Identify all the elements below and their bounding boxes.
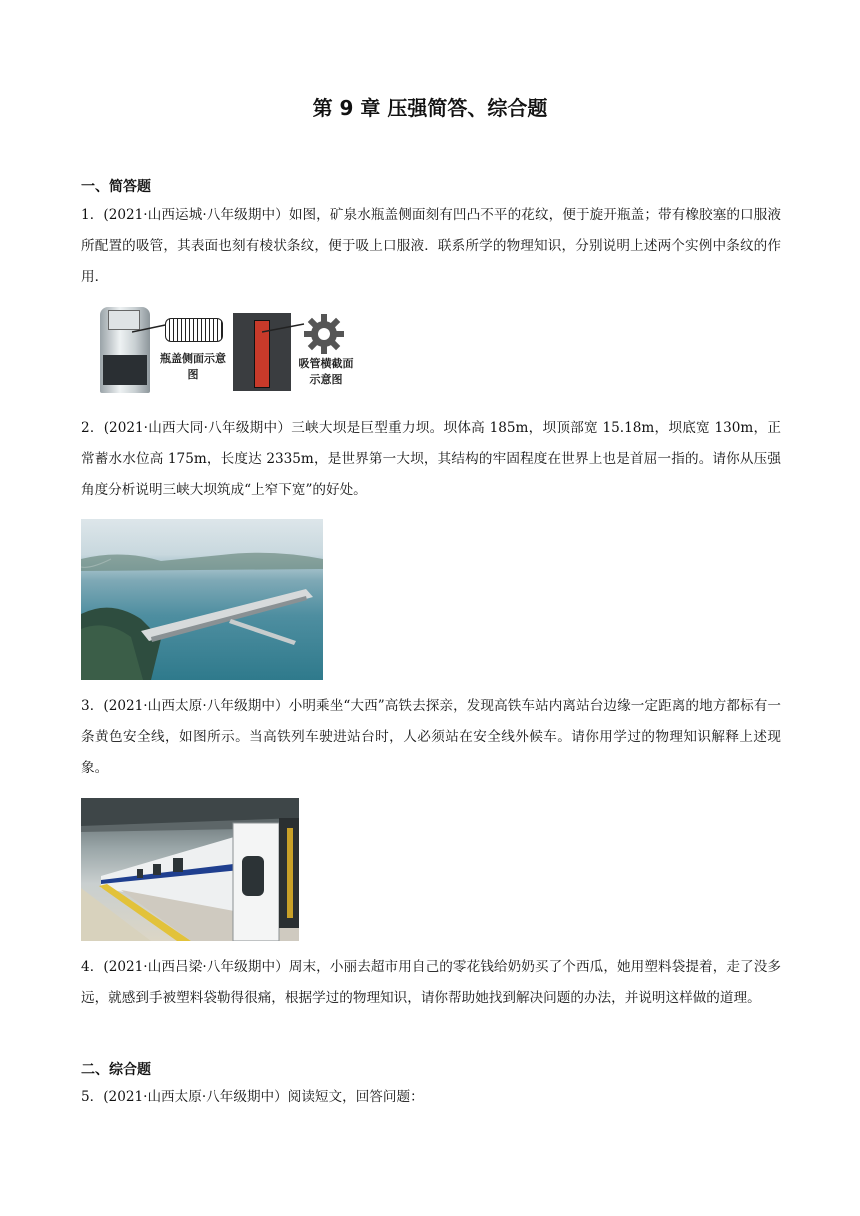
question-1: 1．(2021·山西运城·八年级期中）如图，矿泉水瓶盖侧面刻有凹凸不平的花纹，便于旋开瓶盖；带有橡胶塞的口服液所配置的吸管，其表面也刻有棱状条纹，便于吸上口服液．联系所学的物理知识，分别说明上述两个实例中条纹的作用． — [81, 207, 781, 285]
pointer-line-straw — [262, 320, 306, 336]
gear-cross-section-icon — [303, 313, 345, 355]
high-speed-train-platform-photo — [81, 798, 299, 941]
question-3: 3．(2021·山西太原·八年级期中）小明乘坐“大西”高铁去探亲，发现高铁车站内离站台边缘一定距离的地方都标有一条黄色安全线，如图所示。当高铁列车驶进站台时，人必须站在安全线外候车。请你用学过的物理知识解释上述现象。 — [81, 698, 781, 776]
bottle-liquid-image — [103, 355, 147, 385]
question-2: 2．(2021·山西大同·八年级期中）三峡大坝是巨型重力坝。坝体高 185m，坝顶部宽 15.18m，坝底宽 130m，正常蓄水水位高 175m，长度达 2335m，是世界第一大坝，其结构的牢固程度在世界上也是首屈一指的。请你从压强角度分析说明三峡大坝筑成“上窄下宽”的好处。 — [81, 420, 781, 498]
cap-side-label: 瓶盖侧面示意图 — [160, 352, 226, 381]
page-title: 第 9 章 压强简答、综合题 — [312, 96, 548, 120]
three-gorges-dam-photo — [81, 519, 323, 680]
straw-cross-section-label: 吸管横截面示意图 — [298, 357, 354, 386]
section-heading-comprehensive: 二、综合题 — [81, 1062, 151, 1078]
section-heading-short-answer: 一、简答题 — [81, 179, 151, 195]
question-5: 5．(2021·山西太原·八年级期中）阅读短文，回答问题： — [81, 1089, 424, 1105]
question-4: 4．(2021·山西吕梁·八年级期中）周末，小丽去超市用自己的零花钱给奶奶买了个西瓜，她用塑料袋提着，走了没多远，就感到手被塑料袋勒得很痛，根据学过的物理知识，请你帮助她找到解决问题的办法，并说明这样做的道理。 — [81, 959, 781, 1006]
cap-side-pattern-diagram — [165, 318, 223, 342]
